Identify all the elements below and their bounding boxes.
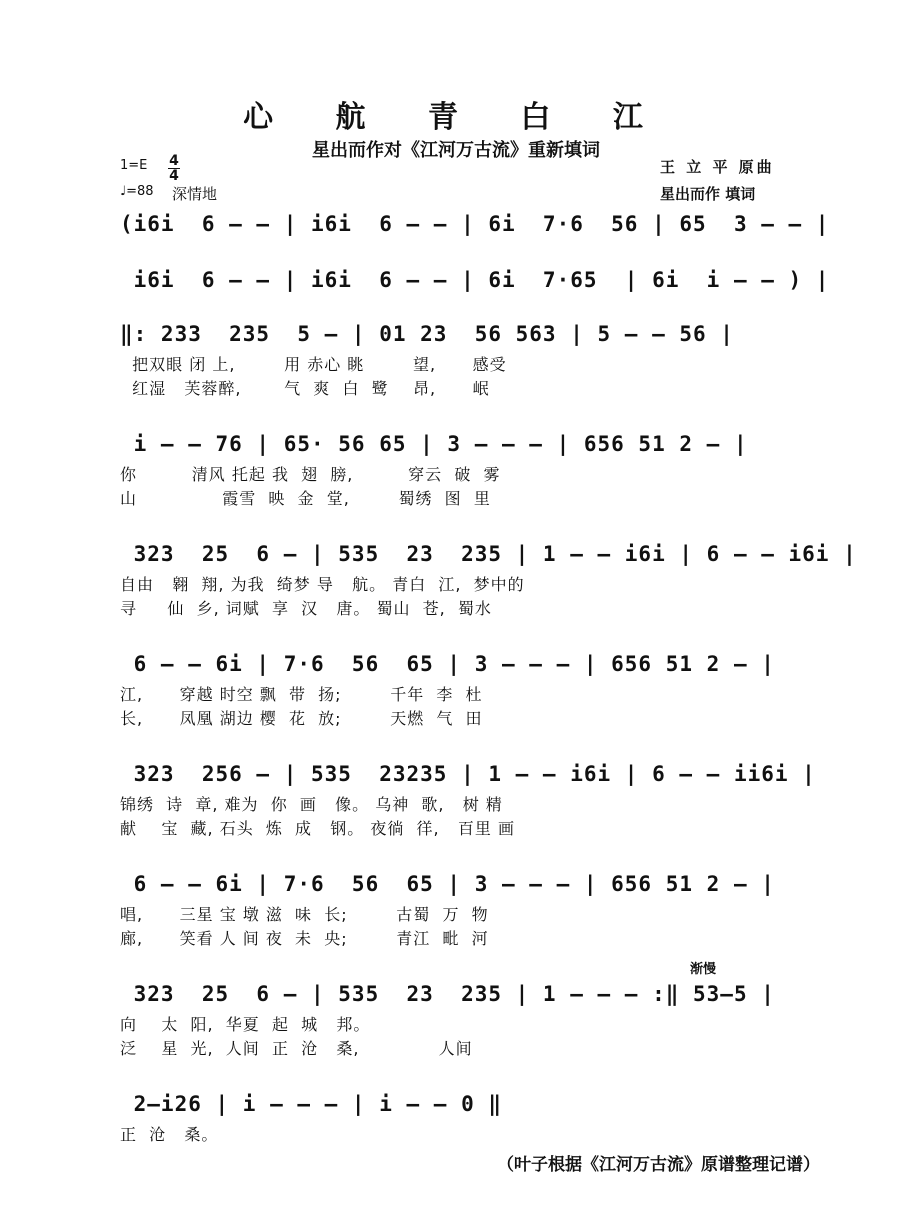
tempo-marking: ♩=88 xyxy=(120,184,154,199)
lyric-verse-2: 泛 星 光, 人间 正 沧 桑, 人间 xyxy=(120,1039,473,1058)
expression-marking: 深情地 xyxy=(172,185,218,203)
lyric-verse-1: 自由 翱 翔, 为我 绮梦 导 航。 青白 江, 梦中的 xyxy=(120,575,525,594)
time-numerator: 4 xyxy=(169,153,179,169)
score-system xyxy=(120,1092,800,1152)
score-system xyxy=(120,322,800,398)
composer-credit: 王 立 平 原曲 xyxy=(660,158,775,176)
score-system xyxy=(120,872,800,948)
notation-line: i6i 6 — — | i6i 6 — — | 6i 7·65 | 6i i — — ) | xyxy=(120,268,830,292)
score-system xyxy=(120,268,830,328)
song-subtitle: 星出而作对《江河万古流》重新填词 xyxy=(312,140,600,161)
lyric-verse-2: 廊, 笑看 人 间 夜 未 央; 青江 毗 河 xyxy=(120,929,489,948)
transcription-note: （叶子根据《江河万古流》原谱整理记谱） xyxy=(497,1155,820,1175)
score-system xyxy=(120,762,816,838)
notation-line: 6 — — 6i | 7·6 56 65 | 3 — — — | 656 51 2 — | xyxy=(120,872,775,896)
notation-line: 323 256 — | 535 23235 | 1 — — i6i | 6 — — ii6i | xyxy=(120,762,816,786)
notation-line: 323 25 6 — | 535 23 235 | 1 — — i6i | 6 — — i6i | xyxy=(120,542,857,566)
lyric-verse-1: 江, 穿越 时空 飘 带 扬; 千年 李 杜 xyxy=(120,685,483,704)
lyric-verse-1: 正 沧 桑。 xyxy=(120,1125,219,1144)
score-system xyxy=(120,982,800,1058)
lyricist-credit: 星出而作 填词 xyxy=(660,185,756,203)
notation-line: 323 25 6 — | 535 23 235 | 1 — — — :‖ 53—5 | xyxy=(120,982,775,1006)
lyric-verse-1: 唱, 三星 宝 墩 滋 味 长; 古蜀 万 物 xyxy=(120,905,489,924)
lyric-verse-2: 献 宝 藏, 石头 炼 成 钢。 夜徜 徉, 百里 画 xyxy=(120,819,515,838)
song-title: 心 航 青 白 江 xyxy=(243,100,669,135)
notation-line: i — — 76 | 65· 56 65 | 3 — — — | 656 51 2 — | xyxy=(120,432,748,456)
notation-line: (i6i 6 — — | i6i 6 — — | 6i 7·6 56 | 65 3 — — | xyxy=(120,212,830,236)
lyric-verse-2: 山 霞雪 映 金 堂, 蜀绣 图 里 xyxy=(120,489,491,508)
lyric-verse-2: 长, 凤凰 湖边 樱 花 放; 天燃 气 田 xyxy=(120,709,483,728)
time-signature xyxy=(168,154,180,183)
lyric-verse-2: 红湿 芙蓉醉, 气 爽 白 鹭 昂, 岷 xyxy=(120,379,490,398)
lyric-verse-1: 向 太 阳, 华夏 起 城 邦。 xyxy=(120,1015,371,1034)
score-system xyxy=(120,542,857,618)
time-denominator: 4 xyxy=(169,168,179,184)
notation-line: 6 — — 6i | 7·6 56 65 | 3 — — — | 656 51 2 — | xyxy=(120,652,775,676)
ritardando-marking: 渐慢 xyxy=(690,962,717,977)
lyric-verse-1: 锦绣 诗 章, 难为 你 画 像。 乌神 歌, 树 精 xyxy=(120,795,503,814)
lyric-verse-1: 你 清风 托起 我 翅 膀, 穿云 破 雾 xyxy=(120,465,501,484)
score-system xyxy=(120,212,830,272)
lyric-verse-1: 把双眼 闭 上, 用 赤心 眺 望, 感受 xyxy=(120,355,507,374)
score-system xyxy=(120,652,800,728)
notation-line: 2—i26 | i — — — | i — — 0 ‖ xyxy=(120,1092,503,1116)
notation-line: ‖: 233 235 5 — | 01 23 56 563 | 5 — — 56 | xyxy=(120,322,734,346)
score-system xyxy=(120,432,800,508)
key-signature: 1=E xyxy=(120,158,148,173)
lyric-verse-2: 寻 仙 乡, 词赋 享 汉 唐。 蜀山 苍, 蜀水 xyxy=(120,599,492,618)
